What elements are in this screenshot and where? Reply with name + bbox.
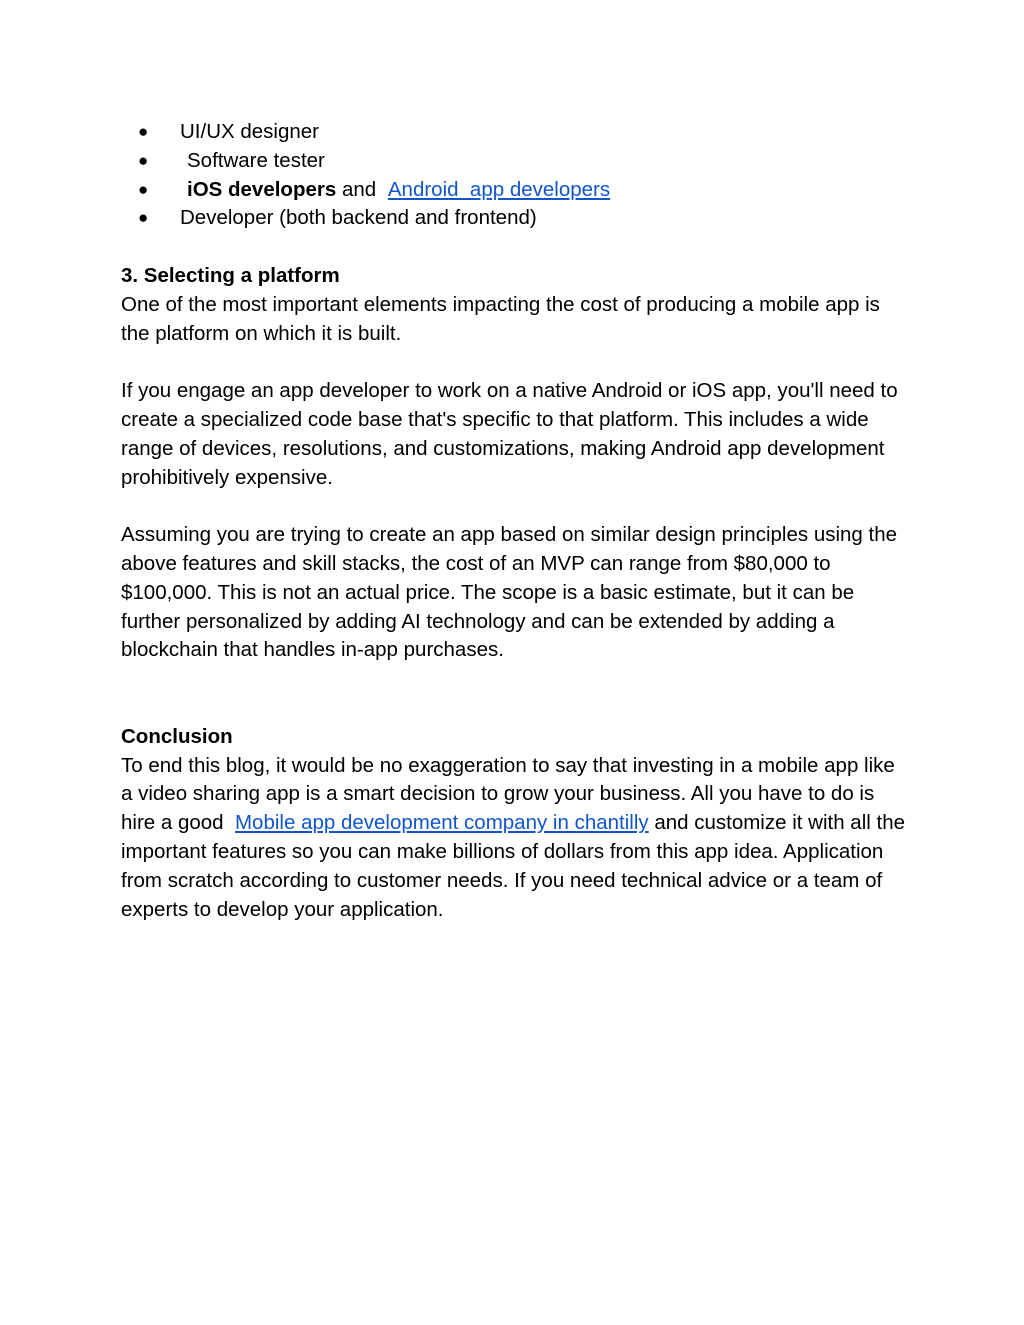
bullet-icon: ●	[138, 208, 149, 228]
android-developers-link[interactable]: Android app developers	[387, 177, 611, 201]
conclusion-text: and customize it with all the important features so you can make billions of dollars from this app idea. Application from scratch according to customer needs. If you need technical advice or a team of experts to develop your application.	[121, 811, 911, 921]
conclusion-paragraph	[121, 752, 911, 925]
list-item	[121, 147, 911, 176]
paragraph: One of the most important elements impacting the cost of producing a mobile app is the platform on which it is built.	[121, 292, 880, 345]
list-item-text: UI/UX designer	[180, 120, 320, 143]
list-item-text: and	[336, 177, 382, 201]
document-page	[121, 118, 911, 924]
list-item	[121, 176, 911, 205]
bullet-icon: ●	[138, 122, 149, 141]
roles-list	[121, 118, 911, 233]
section-heading: 3. Selecting a platform	[121, 263, 340, 287]
bullet-icon: ●	[138, 179, 149, 199]
mobile-app-company-link[interactable]: Mobile app development company in chantilly	[234, 811, 649, 835]
list-item-text: Developer (both backend and frontend)	[180, 206, 537, 230]
conclusion-text: To end this blog, it would be no exaggeration to say that investing in a mobile app like a video sharing app is a smart decision to grow your business. All you have to do is hire a good	[121, 753, 901, 835]
paragraph: If you engage an app developer to work on a native Android or iOS app, you'll need to create a specialized code base that's specific to that platform. This includes a wide range of devices, resolutions, and customizations, making Android app development prohibitively expensive.	[121, 379, 898, 489]
list-item-bold-text: iOS developers	[187, 177, 337, 201]
list-item	[121, 118, 911, 147]
conclusion-heading: Conclusion	[121, 724, 233, 748]
paragraph: Assuming you are trying to create an app based on similar design principles using the above features and skill stacks, the cost of an MVP can range from $80,000 to $100,000. This is not an actual price. The scope is a basic estimate, but it can be further personalized by adding AI technology and can be extended by adding a blockchain that handles in-app purchases.	[121, 523, 898, 662]
list-item-text: Software tester	[187, 148, 325, 172]
bullet-icon: ●	[138, 150, 149, 170]
list-item	[121, 204, 911, 233]
